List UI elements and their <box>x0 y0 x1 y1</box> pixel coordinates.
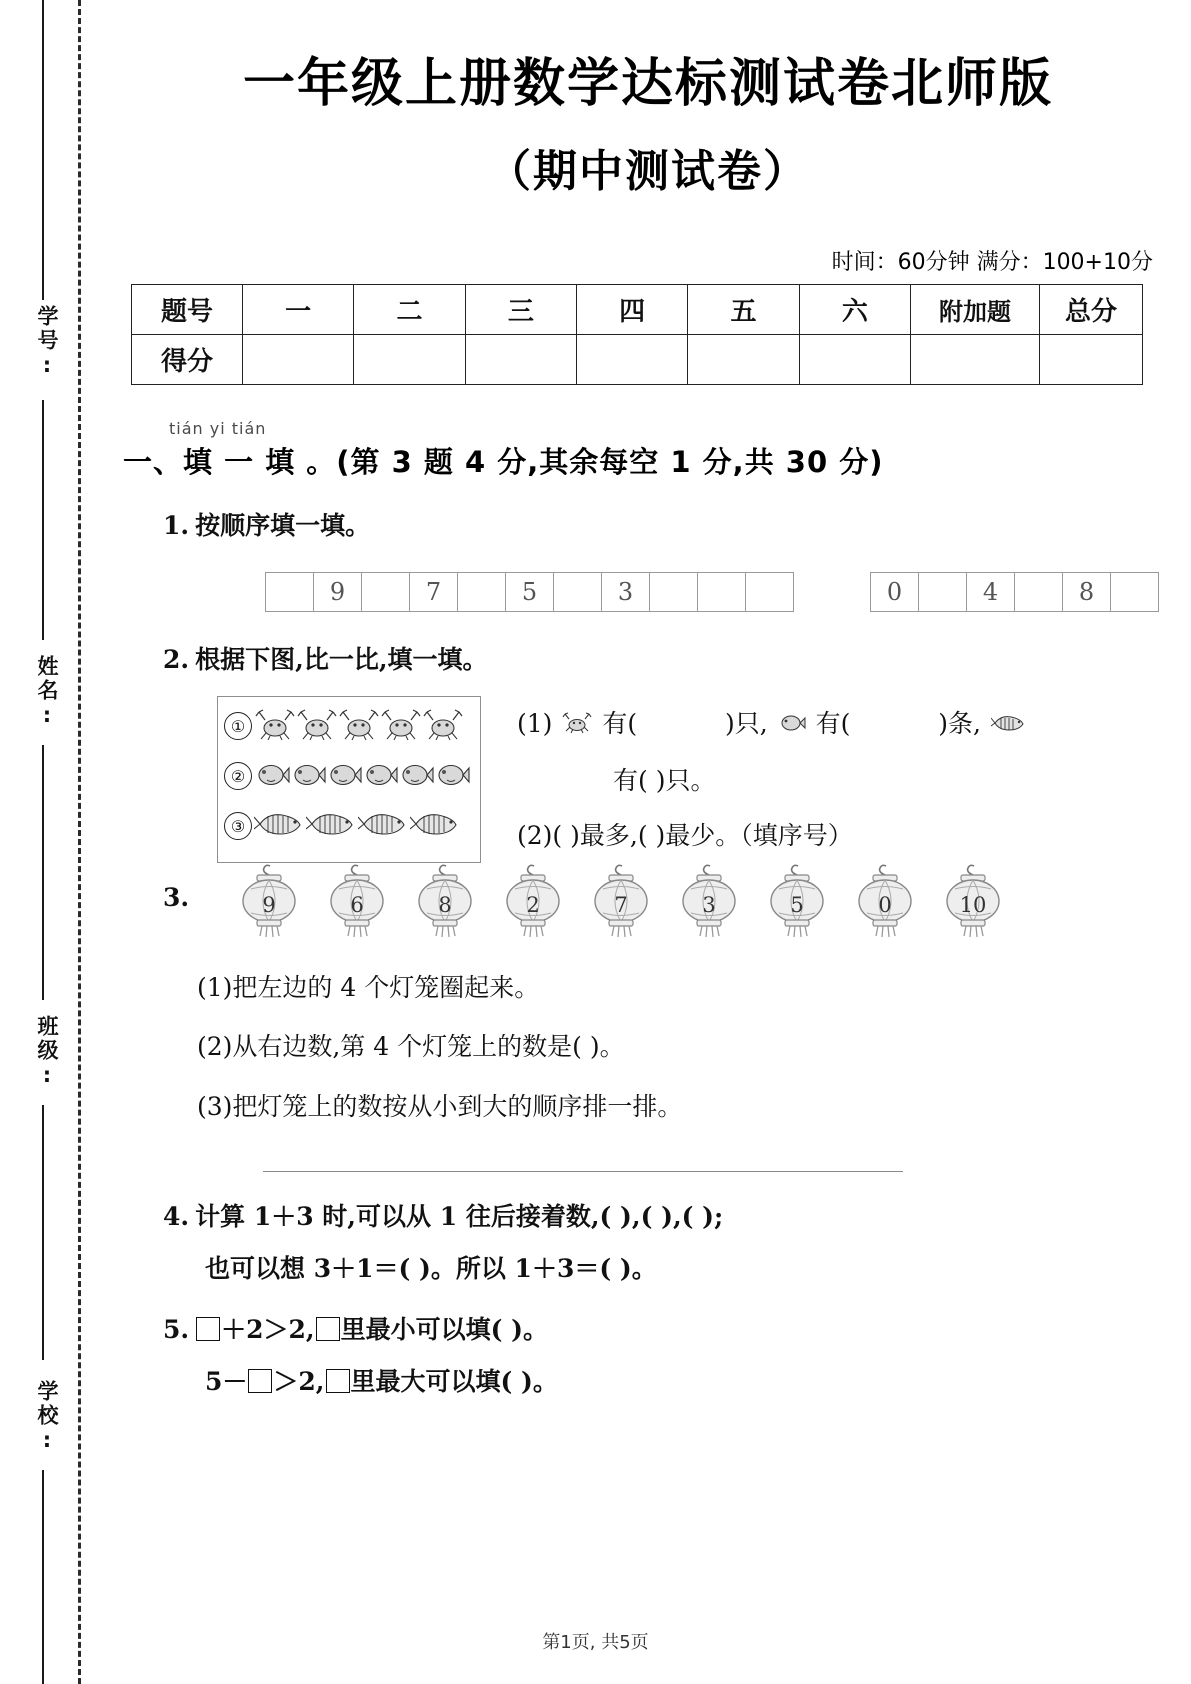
fish-icon <box>254 757 290 795</box>
question-5-number: 5. <box>163 1315 190 1344</box>
question-5 <box>163 1311 1191 1349</box>
answer-rule-line[interactable] <box>263 1171 903 1172</box>
number-cell: 9 <box>313 572 361 612</box>
number-cell[interactable] <box>1014 572 1062 612</box>
lantern-number: 10 <box>959 892 987 917</box>
number-strip-right[interactable] <box>870 572 1159 612</box>
q2-line1-d: )条, <box>938 709 981 738</box>
score-input-5[interactable] <box>688 335 799 385</box>
crab-icon <box>254 707 296 745</box>
animal-row-1 <box>224 701 474 751</box>
fish-icon <box>778 698 806 753</box>
score-input-1[interactable] <box>243 335 354 385</box>
number-cell: 3 <box>601 572 649 612</box>
animal-row-3 <box>224 801 474 851</box>
question-1 <box>163 507 1191 545</box>
question-1-text: 按顺序填一填。 <box>195 511 371 540</box>
shrimp-icon <box>410 807 462 845</box>
fish-icon <box>326 757 362 795</box>
number-cell: 7 <box>409 572 457 612</box>
number-cell: 0 <box>870 572 918 612</box>
q2-line1-c: 有( <box>815 709 851 738</box>
shrimp-icon <box>991 698 1027 753</box>
number-cell: 5 <box>505 572 553 612</box>
exam-page <box>105 0 1191 1684</box>
row-marker-2: ② <box>224 762 252 790</box>
blank-square-icon[interactable] <box>248 1369 272 1393</box>
shrimp-icon <box>306 807 358 845</box>
lantern[interactable] <box>409 863 481 939</box>
fish-icon <box>362 757 398 795</box>
score-input-6[interactable] <box>799 335 910 385</box>
question-3-sub-1: (1)把左边的 4 个灯笼圈起来。 <box>197 972 540 1002</box>
number-cell[interactable] <box>745 572 794 612</box>
question-5-line-2c: 里最大可以填( )。 <box>350 1366 558 1396</box>
table-row-score <box>132 335 1143 385</box>
fish-icon-group <box>254 757 470 795</box>
page-title: 一年级上册数学达标测试卷北师版 <box>242 54 1053 114</box>
lantern[interactable] <box>761 863 833 939</box>
field-label-class: 班级: <box>35 1015 59 1090</box>
lantern[interactable] <box>585 863 657 939</box>
score-col-4: 四 <box>576 285 687 335</box>
blank-square-icon[interactable] <box>316 1317 340 1341</box>
score-table <box>131 284 1143 385</box>
row-marker-3: ③ <box>224 812 252 840</box>
left-margin-strip <box>0 0 105 1684</box>
lantern-row <box>233 863 1191 939</box>
score-input-3[interactable] <box>465 335 576 385</box>
margin-divider-1 <box>42 0 44 300</box>
score-input-bonus[interactable] <box>911 335 1040 385</box>
fish-icon <box>398 757 434 795</box>
exam-meta-info: 时间：60分钟 满分：100+10分 <box>831 250 1153 275</box>
lantern-number: 2 <box>526 892 540 917</box>
question-2-line-3: (2)( )最多,( )最少。（填序号） <box>517 821 853 850</box>
score-table-label-score: 得分 <box>132 335 243 385</box>
number-cell[interactable] <box>457 572 505 612</box>
question-1-number: 1. <box>163 511 190 540</box>
question-5-line-1a: ＋2＞2, <box>221 1315 315 1344</box>
sub-label-1: (1) <box>517 709 553 738</box>
page-footer: 第1页, 共5页 <box>542 1632 649 1653</box>
question-2 <box>163 641 1191 679</box>
lantern-number: 7 <box>614 892 628 917</box>
number-cell[interactable] <box>265 572 313 612</box>
lantern-number: 5 <box>790 892 804 917</box>
lantern[interactable] <box>497 863 569 939</box>
section-one-heading <box>123 419 1191 481</box>
lantern-number: 0 <box>878 892 892 917</box>
question-4-line-2: 也可以想 3＋1＝( )。所以 1＋3＝( )。 <box>205 1253 657 1283</box>
score-col-3: 三 <box>465 285 576 335</box>
margin-divider-4 <box>42 1105 44 1360</box>
crab-icon <box>562 698 592 753</box>
section-one-pinyin: tián yi tián <box>169 419 267 438</box>
question-2-text: 根据下图,比一比,填一填。 <box>195 644 488 674</box>
animal-count-picture <box>217 696 481 863</box>
shrimp-icon-group <box>254 807 462 845</box>
margin-divider-2 <box>42 400 44 640</box>
score-table-label-question-no: 题号 <box>132 285 243 335</box>
lantern[interactable] <box>673 863 745 939</box>
shrimp-icon <box>358 807 410 845</box>
question-3-sub-2: (2)从右边数,第 4 个灯笼上的数是( )。 <box>197 1032 625 1061</box>
lantern-number: 9 <box>262 892 276 917</box>
question-5-line-2a: 5－ <box>205 1366 248 1396</box>
question-5-line-1b: 里最小可以填( )。 <box>340 1315 548 1344</box>
section-one-title: 一、填 一 填 。(第 3 题 4 分,其余每空 1 分,共 30 分) <box>123 445 884 479</box>
field-label-student-id: 学号: <box>35 305 59 380</box>
crab-icon <box>422 707 464 745</box>
question-5-line-2-wrap <box>205 1363 1191 1401</box>
shrimp-icon <box>254 807 306 845</box>
question-2-body <box>217 696 1191 863</box>
score-input-total[interactable] <box>1040 335 1143 385</box>
field-label-name: 姓名: <box>35 655 59 730</box>
score-col-bonus: 附加题 <box>911 285 1040 335</box>
question-4-line-1: 计算 1＋3 时,可以从 1 往后接着数,( ),( ),( ); <box>195 1202 724 1231</box>
table-row-header <box>132 285 1143 335</box>
score-col-2: 二 <box>354 285 465 335</box>
question-2-number: 2. <box>163 644 190 674</box>
crab-icon-group <box>254 707 464 745</box>
blank-square-icon[interactable] <box>326 1369 350 1393</box>
lantern[interactable] <box>233 863 305 939</box>
question-2-blanks <box>517 696 1029 863</box>
score-col-total: 总分 <box>1040 285 1143 335</box>
fish-icon <box>434 757 470 795</box>
number-cell[interactable] <box>649 572 697 612</box>
number-strip-left[interactable] <box>265 572 794 612</box>
score-input-4[interactable] <box>576 335 687 385</box>
score-col-6: 六 <box>799 285 910 335</box>
number-cell[interactable] <box>361 572 409 612</box>
number-cell: 4 <box>966 572 1014 612</box>
lantern-number: 6 <box>350 892 364 917</box>
question-4 <box>163 1198 1191 1236</box>
score-input-2[interactable] <box>354 335 465 385</box>
fish-icon <box>290 757 326 795</box>
crab-icon <box>380 707 422 745</box>
question-1-number-strips <box>265 571 1191 613</box>
number-cell: 8 <box>1062 572 1110 612</box>
number-cell[interactable] <box>1110 572 1159 612</box>
field-label-school: 学校: <box>35 1380 59 1455</box>
question-3-number: 3. <box>163 883 190 912</box>
q2-line1-b: )只, <box>725 709 768 738</box>
score-col-1: 一 <box>243 285 354 335</box>
crab-icon <box>296 707 338 745</box>
score-col-5: 五 <box>688 285 799 335</box>
crab-icon <box>338 707 380 745</box>
cut-line-dashed <box>78 0 81 1684</box>
lantern[interactable] <box>321 863 393 939</box>
question-4-line-2-wrap <box>205 1250 1191 1288</box>
lantern-number: 8 <box>438 892 452 917</box>
question-5-line-2b: ＞2, <box>273 1366 325 1396</box>
row-marker-1: ① <box>224 712 252 740</box>
lantern[interactable] <box>937 863 1009 939</box>
question-2-line-2: 有( )只。 <box>613 766 716 795</box>
question-4-number: 4. <box>163 1202 190 1231</box>
question-2-line-1 <box>517 696 1029 753</box>
number-cell[interactable] <box>697 572 745 612</box>
q2-line1-a: 有( <box>602 709 638 738</box>
blank-square-icon[interactable] <box>196 1317 220 1341</box>
number-cell[interactable] <box>918 572 966 612</box>
question-3-sub-3: (3)把灯笼上的数按从小到大的顺序排一排。 <box>197 1091 683 1121</box>
page-subtitle: （期中测试卷） <box>487 146 809 197</box>
margin-divider-3 <box>42 745 44 1000</box>
animal-row-2 <box>224 751 474 801</box>
lantern-number: 3 <box>702 892 716 917</box>
number-cell[interactable] <box>553 572 601 612</box>
lantern[interactable] <box>849 863 921 939</box>
